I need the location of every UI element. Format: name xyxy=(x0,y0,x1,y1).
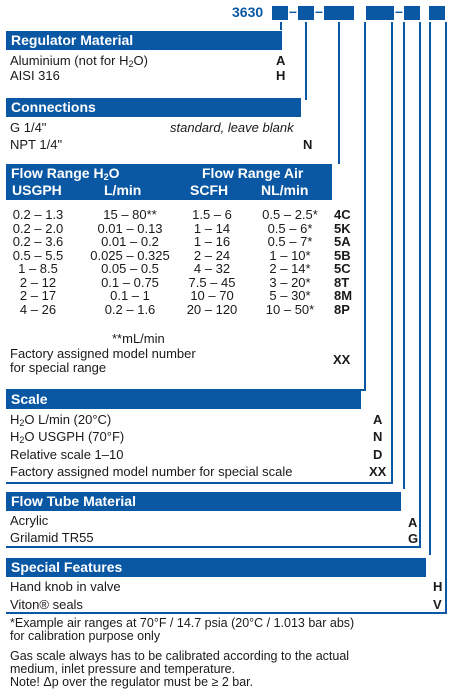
flow-usgph-cell: 4 – 26 xyxy=(19,301,57,317)
tube-grilamid-code: G xyxy=(408,531,419,546)
flow-nlmin-cell: 0.5 – 6* xyxy=(267,220,313,236)
flow-usgph-cell: 0.2 – 2.0 xyxy=(12,220,64,236)
flow-range-code: 8P xyxy=(334,301,350,317)
flow-nlmin-cell: 3 – 20* xyxy=(269,274,311,290)
code-box-special xyxy=(429,6,445,20)
flow-lmin-cell: 0.01 – 0.13 xyxy=(97,220,163,236)
scale-h2o-usgph-code: N xyxy=(373,429,383,444)
col-lmin: L/min xyxy=(104,182,142,198)
scale-h2o-lmin-code: A xyxy=(373,412,383,427)
flow-usgph-cell: 0.5 – 5.5 xyxy=(12,247,64,263)
scale-h2o-usgph-label: $H_2O$ USGPH (70°F) xyxy=(10,429,125,445)
code-box-connections xyxy=(298,6,314,20)
flow-nlmin-cell: 0.5 – 7* xyxy=(267,234,313,249)
flow-lmin-cell: 15 – 80** xyxy=(103,207,157,222)
flow-scfh-cell: 1 – 16 xyxy=(193,234,231,249)
footnote-delta-p: Note! Δp over the regulator must be ≥ 2 bar. xyxy=(10,675,254,689)
connections-g14-note: standard, leave blank xyxy=(170,120,294,135)
connector-line-connections xyxy=(305,22,307,100)
flow-range-code: 5C xyxy=(334,261,351,276)
flow-lmin-cell: 0.1 – 1 xyxy=(110,288,150,303)
connections-npt-code: N xyxy=(303,137,313,152)
code-box-scale xyxy=(366,6,394,20)
scale-special-code: XX xyxy=(369,464,387,479)
connections-npt-label: NPT 1/4" xyxy=(10,137,63,152)
scale-special-label: Factory assigned model number for special scale xyxy=(10,464,293,479)
flow-nlmin-cell: 0.5 – 2.5* xyxy=(262,207,318,222)
footnote-gas-scale: Gas scale always has to be calibrated according to the actual xyxy=(10,649,350,663)
regulator-aluminium-label: Aluminium (not for $H_2O$) xyxy=(10,53,148,69)
flow-lmin-cell: 0.025 – 0.325 xyxy=(90,247,170,263)
flow-usgph-cell: 2 – 12 xyxy=(19,274,57,290)
section-rule-tube xyxy=(6,546,421,548)
footnote-calibration: for calibration purpose only xyxy=(10,629,161,643)
col-usgph: USGPH xyxy=(12,182,62,198)
flow-range-code: 8T xyxy=(334,274,350,290)
flow-range-air-title: Flow Range Air xyxy=(202,165,304,181)
flow-range-code: 8M xyxy=(334,288,353,303)
flow-lmin-cell: 0.01 – 0.2 xyxy=(101,234,159,249)
tube-grilamid-label: Grilamid TR55 xyxy=(10,530,94,545)
flow-scfh-cell: 10 – 70 xyxy=(190,288,234,303)
connector-line-special xyxy=(429,22,431,555)
flow-scfh-cell: 7.5 – 45 xyxy=(188,274,236,290)
code-dash-2: – xyxy=(315,3,323,19)
flow-lmin-cell: 0.05 – 0.5 xyxy=(101,261,159,276)
flow-scfh-cell: 20 – 120 xyxy=(186,301,238,317)
flow-usgph-cell: 0.2 – 3.6 xyxy=(12,234,64,249)
connector-line-tube xyxy=(403,22,405,489)
connector-line-flow xyxy=(338,22,340,164)
special-viton-code: V xyxy=(433,597,442,612)
flow-range-header xyxy=(6,164,332,200)
connections-g14-label: G 1/4" xyxy=(10,120,47,135)
flow-usgph-cell: 2 – 17 xyxy=(19,288,57,303)
flow-range-code: 4C xyxy=(334,207,351,222)
footnote-air-example: *Example air ranges at 70°F / 14.7 psia (20°C / 1.013 bar abs) xyxy=(10,616,355,630)
connector-line-scale xyxy=(364,22,366,391)
scale-relative-label: Relative scale 1–10 xyxy=(10,447,124,462)
flow-nlmin-cell: 10 – 50* xyxy=(265,301,315,317)
flow-special-code: XX xyxy=(333,352,351,367)
col-scfh: SCFH xyxy=(190,182,229,198)
section-rule-scale xyxy=(6,482,393,484)
connector-line-regulator xyxy=(280,22,282,30)
special-viton-label: Viton® seals xyxy=(10,597,83,612)
flow-scfh-cell: 2 – 24 xyxy=(193,247,231,263)
connector-line-scale-right xyxy=(391,22,393,483)
scale-relative-code: D xyxy=(373,447,383,462)
tube-acrylic-code: A xyxy=(408,515,418,530)
flow-range-code: 5A xyxy=(334,234,351,249)
code-box-regulator xyxy=(272,6,288,20)
special-handknob-label: Hand knob in valve xyxy=(10,579,121,594)
code-box-flow-range xyxy=(324,6,354,20)
tube-acrylic-label: Acrylic xyxy=(10,513,49,528)
model-number-prefix: 3630 xyxy=(232,4,264,20)
regulator-aluminium-code: A xyxy=(276,53,286,68)
flow-nlmin-cell: 2 – 14* xyxy=(269,261,311,276)
flow-scfh-cell: 4 – 32 xyxy=(193,261,231,276)
flow-ml-note: **mL/min xyxy=(112,331,165,346)
code-dash-3: – xyxy=(395,3,403,19)
scale-h2o-lmin-label: $H_2O$ L/min (20°C) xyxy=(10,412,112,428)
flow-usgph-cell: 1 – 8.5 xyxy=(18,261,58,276)
flow-special-line1: Factory assigned model number xyxy=(10,346,196,361)
col-nlmin: NL/min xyxy=(261,182,309,198)
flow-scfh-cell: 1 – 14 xyxy=(193,220,231,236)
flow-scfh-cell: 1.5 – 6 xyxy=(192,207,232,222)
flow-range-code: 5K xyxy=(334,220,351,236)
code-dash-1: – xyxy=(289,3,297,19)
footnote-medium: medium, inlet pressure and temperature. xyxy=(10,662,236,676)
special-features-header: Special Features xyxy=(6,558,426,577)
section-rule-special xyxy=(6,612,447,614)
scale-header: Scale xyxy=(6,390,361,409)
connections-header: Connections xyxy=(6,98,301,117)
regulator-aisi-code: H xyxy=(276,68,286,83)
regulator-material-header: Regulator Material xyxy=(6,31,282,50)
flow-tube-header: Flow Tube Material xyxy=(6,492,401,511)
regulator-aisi-label: AISI 316 xyxy=(10,68,60,83)
flow-lmin-cell: 0.2 – 1.6 xyxy=(104,301,156,317)
flow-nlmin-cell: 1 – 10* xyxy=(269,247,311,263)
special-handknob-code: H xyxy=(433,579,443,594)
flow-usgph-cell: 0.2 – 1.3 xyxy=(12,207,64,222)
flow-lmin-cell: 0.1 – 0.75 xyxy=(101,274,159,290)
flow-range-code: 5B xyxy=(334,247,351,263)
flow-nlmin-cell: 5 – 30* xyxy=(269,288,311,303)
flow-special-line2: for special range xyxy=(10,360,107,375)
connector-line-tube-right xyxy=(419,22,421,547)
connector-line-special-right xyxy=(445,22,447,612)
code-box-tube xyxy=(404,6,420,20)
flow-range-h2o-title: Flow Range $H_2O$ xyxy=(11,165,120,182)
